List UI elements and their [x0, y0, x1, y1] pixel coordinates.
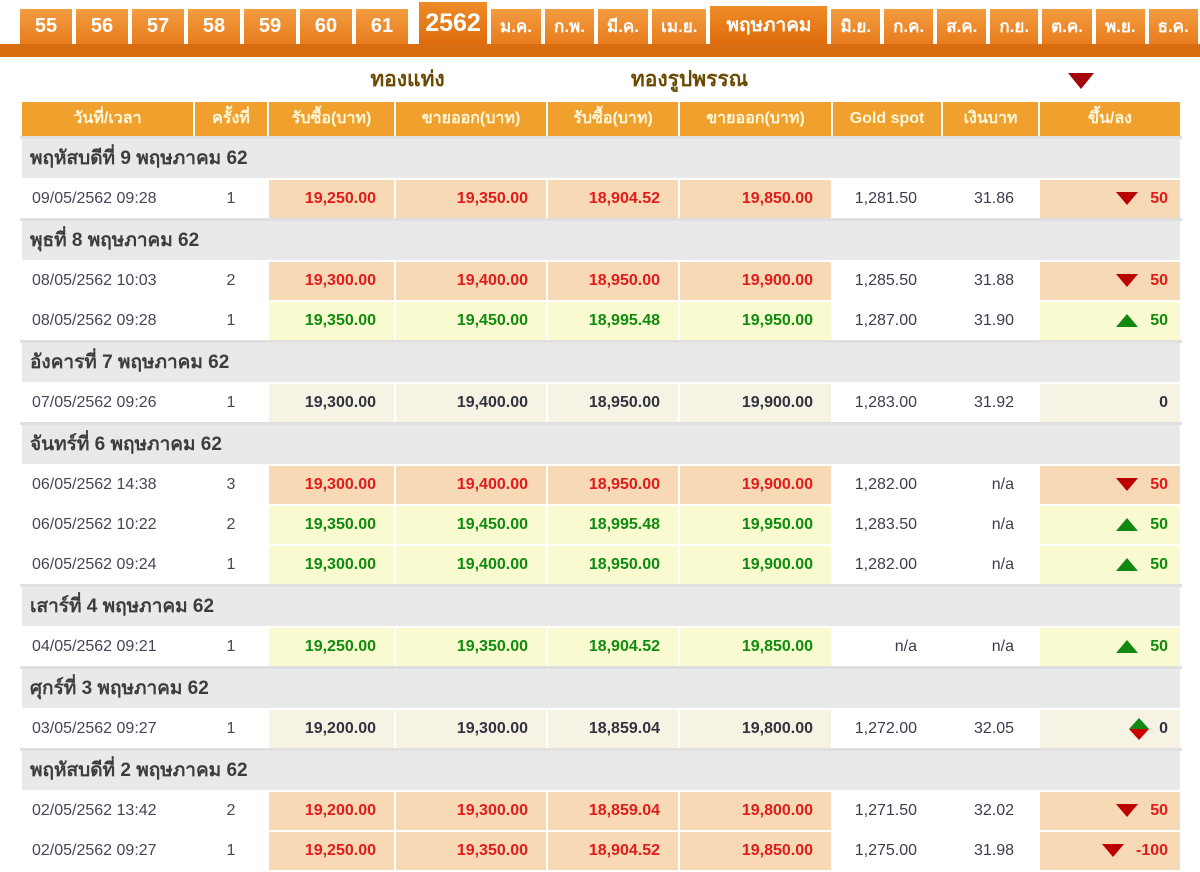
price-table-body	[21, 137, 1181, 871]
cell-orn-sell: 19,900.00	[679, 383, 832, 423]
section-row	[21, 749, 1181, 791]
cell-datetime: 03/05/2562 09:27	[21, 709, 194, 749]
cell-gold-spot: 1,283.00	[832, 383, 942, 423]
cell-datetime: 06/05/2562 09:24	[21, 545, 194, 585]
cell-bar-sell: 19,450.00	[395, 301, 547, 341]
arrow-down-icon	[1116, 478, 1138, 491]
group-header-spacer	[832, 58, 1039, 101]
change-value: 50	[1150, 272, 1169, 289]
cell-seq: 3	[194, 465, 268, 505]
tab-month-เม.ย.[interactable]: เม.ย.	[652, 9, 706, 44]
cell-baht: 31.92	[942, 383, 1039, 423]
cell-gold-spot: 1,285.50	[832, 261, 942, 301]
section-title: พุธที่ 8 พฤษภาคม 62	[21, 219, 1181, 261]
cell-datetime: 08/05/2562 09:28	[21, 301, 194, 341]
section-row	[21, 585, 1181, 627]
cell-seq: 2	[194, 261, 268, 301]
cell-bar-sell: 19,350.00	[395, 627, 547, 667]
table-row	[21, 627, 1181, 667]
cell-gold-spot: 1,282.00	[832, 465, 942, 505]
tab-year-57[interactable]: 57	[132, 9, 184, 44]
table-row	[21, 709, 1181, 749]
cell-bar-buy: 19,300.00	[268, 261, 395, 301]
cell-bar-sell: 19,350.00	[395, 831, 547, 871]
cell-seq: 1	[194, 545, 268, 585]
cell-baht: 31.86	[942, 179, 1039, 219]
change-value: 0	[1159, 393, 1169, 411]
cell-bar-buy: 19,350.00	[268, 505, 395, 545]
cell-orn-sell: 19,900.00	[679, 545, 832, 585]
change-value: 50	[1150, 476, 1169, 493]
cell-gold-spot: 1,283.50	[832, 505, 942, 545]
group-header-row	[21, 58, 1181, 101]
arrow-down-icon	[1068, 73, 1094, 89]
col-header-bar-buy: รับซื้อ(บาท)	[268, 101, 395, 137]
cell-baht: 32.05	[942, 709, 1039, 749]
price-table-wrap	[0, 57, 1200, 872]
cell-baht: 32.02	[942, 791, 1039, 831]
cell-orn-sell: 19,950.00	[679, 301, 832, 341]
cell-updown	[1039, 545, 1181, 585]
tab-month-ก.ย.[interactable]: ก.ย.	[990, 9, 1038, 44]
tab-month-มี.ค.[interactable]: มี.ค.	[598, 9, 648, 44]
cell-seq: 1	[194, 627, 268, 667]
cell-bar-buy: 19,350.00	[268, 301, 395, 341]
cell-bar-buy: 19,250.00	[268, 627, 395, 667]
cell-updown	[1039, 831, 1181, 871]
col-header-gold-spot: Gold spot	[832, 101, 942, 137]
tab-month-ส.ค.[interactable]: ส.ค.	[937, 9, 986, 44]
cell-bar-buy: 19,300.00	[268, 545, 395, 585]
cell-updown	[1039, 709, 1181, 749]
cell-bar-buy: 19,300.00	[268, 465, 395, 505]
cell-seq: 1	[194, 383, 268, 423]
section-title: พฤหัสบดีที่ 2 พฤษภาคม 62	[21, 749, 1181, 791]
cell-baht: 31.98	[942, 831, 1039, 871]
cell-orn-sell: 19,850.00	[679, 627, 832, 667]
table-row	[21, 383, 1181, 423]
cell-bar-sell: 19,350.00	[395, 179, 547, 219]
cell-datetime: 08/05/2562 10:03	[21, 261, 194, 301]
change-value: 50	[1150, 555, 1169, 573]
cell-bar-sell: 19,400.00	[395, 383, 547, 423]
section-title: เสาร์ที่ 4 พฤษภาคม 62	[21, 585, 1181, 627]
table-row	[21, 465, 1181, 505]
change-value: 0	[1159, 719, 1169, 737]
change-value: 50	[1150, 637, 1169, 655]
tab-year-58[interactable]: 58	[188, 9, 240, 44]
cell-baht: n/a	[942, 545, 1039, 585]
cell-datetime: 06/05/2562 14:38	[21, 465, 194, 505]
table-row	[21, 791, 1181, 831]
cell-updown	[1039, 261, 1181, 301]
cell-orn-buy: 18,904.52	[547, 831, 679, 871]
cell-datetime: 06/05/2562 10:22	[21, 505, 194, 545]
cell-bar-sell: 19,400.00	[395, 465, 547, 505]
cell-datetime: 02/05/2562 09:27	[21, 831, 194, 871]
cell-orn-sell: 19,850.00	[679, 831, 832, 871]
cell-baht: 31.88	[942, 261, 1039, 301]
cell-bar-buy: 19,200.00	[268, 709, 395, 749]
cell-gold-spot: 1,281.50	[832, 179, 942, 219]
change-badge-value: -100	[1109, 64, 1165, 94]
tab-year-59[interactable]: 59	[244, 9, 296, 44]
section-title: อังคารที่ 7 พฤษภาคม 62	[21, 341, 1181, 383]
cell-bar-buy: 19,300.00	[268, 383, 395, 423]
column-header-row	[21, 101, 1181, 137]
cell-orn-sell: 19,800.00	[679, 791, 832, 831]
cell-orn-sell: 19,900.00	[679, 261, 832, 301]
table-row	[21, 545, 1181, 585]
group-header-gold-ornament: ทองรูปพรรณ	[547, 58, 832, 101]
cell-seq: 2	[194, 505, 268, 545]
tab-year-55[interactable]: 55	[20, 9, 72, 44]
cell-orn-sell: 19,850.00	[679, 179, 832, 219]
cell-seq: 2	[194, 791, 268, 831]
arrow-down-icon	[1116, 804, 1138, 817]
table-row	[21, 179, 1181, 219]
section-row	[21, 137, 1181, 179]
section-row	[21, 423, 1181, 465]
tab-month-มิ.ย.[interactable]: มิ.ย.	[831, 9, 880, 44]
cell-orn-sell: 19,800.00	[679, 709, 832, 749]
group-header-gold-bar: ทองแท่ง	[268, 58, 547, 101]
cell-datetime: 07/05/2562 09:26	[21, 383, 194, 423]
col-header-orn-sell: ขายออก(บาท)	[679, 101, 832, 137]
cell-baht: n/a	[942, 465, 1039, 505]
cell-bar-sell: 19,400.00	[395, 261, 547, 301]
cell-baht: 31.90	[942, 301, 1039, 341]
change-value: 50	[1150, 311, 1169, 329]
arrow-up-icon	[1116, 640, 1138, 653]
tab-year-60[interactable]: 60	[300, 9, 352, 44]
cell-orn-buy: 18,950.00	[547, 261, 679, 301]
cell-orn-buy: 18,904.52	[547, 179, 679, 219]
section-title: ศุกร์ที่ 3 พฤษภาคม 62	[21, 667, 1181, 709]
cell-updown	[1039, 465, 1181, 505]
cell-updown	[1039, 627, 1181, 667]
section-row	[21, 341, 1181, 383]
cell-seq: 1	[194, 179, 268, 219]
cell-orn-sell: 19,950.00	[679, 505, 832, 545]
cell-updown	[1039, 301, 1181, 341]
arrow-down-icon	[1116, 192, 1138, 205]
cell-datetime: 09/05/2562 09:28	[21, 179, 194, 219]
table-row	[21, 505, 1181, 545]
cell-datetime: 02/05/2562 13:42	[21, 791, 194, 831]
tab-month-พฤษภาคม[interactable]: พฤษภาคม	[710, 6, 827, 44]
tab-month-ธ.ค.[interactable]: ธ.ค.	[1149, 9, 1198, 44]
cell-orn-buy: 18,950.00	[547, 465, 679, 505]
section-row	[21, 219, 1181, 261]
cell-orn-buy: 18,859.04	[547, 709, 679, 749]
cell-seq: 1	[194, 831, 268, 871]
cell-bar-sell: 19,300.00	[395, 709, 547, 749]
arrow-up-icon	[1116, 314, 1138, 327]
cell-seq: 1	[194, 301, 268, 341]
cell-updown	[1039, 179, 1181, 219]
tab-year-2562[interactable]: 2562	[419, 2, 487, 44]
cell-bar-sell: 19,400.00	[395, 545, 547, 585]
col-header-updown: ขึ้น/ลง	[1039, 101, 1181, 137]
change-badge	[1039, 58, 1181, 101]
table-row	[21, 261, 1181, 301]
change-value: 50	[1150, 802, 1169, 819]
cell-gold-spot: n/a	[832, 627, 942, 667]
tab-month-ต.ค.[interactable]: ต.ค.	[1042, 9, 1092, 44]
cell-gold-spot: 1,287.00	[832, 301, 942, 341]
col-header-datetime: วันที่/เวลา	[21, 101, 194, 137]
tab-year-61[interactable]: 61	[356, 9, 408, 44]
col-header-seq: ครั้งที่	[194, 101, 268, 137]
cell-bar-sell: 19,450.00	[395, 505, 547, 545]
tab-month-พ.ย.[interactable]: พ.ย.	[1096, 9, 1145, 44]
cell-updown	[1039, 791, 1181, 831]
cell-orn-buy: 18,995.48	[547, 505, 679, 545]
table-row	[21, 301, 1181, 341]
cell-orn-sell: 19,900.00	[679, 465, 832, 505]
cell-seq: 1	[194, 709, 268, 749]
change-value: 50	[1150, 516, 1169, 533]
cell-baht: n/a	[942, 627, 1039, 667]
col-header-baht: เงินบาท	[942, 101, 1039, 137]
cell-bar-buy: 19,200.00	[268, 791, 395, 831]
cell-orn-buy: 18,859.04	[547, 791, 679, 831]
tab-month-ก.ค.[interactable]: ก.ค.	[884, 9, 933, 44]
tab-year-56[interactable]: 56	[76, 9, 128, 44]
cell-orn-buy: 18,904.52	[547, 627, 679, 667]
arrow-up-icon	[1116, 558, 1138, 571]
cell-updown	[1039, 505, 1181, 545]
arrow-down-icon	[1102, 844, 1124, 857]
cell-gold-spot: 1,271.50	[832, 791, 942, 831]
arrow-up-icon	[1116, 518, 1138, 531]
section-row	[21, 667, 1181, 709]
diamond-up-down-icon	[1129, 718, 1149, 740]
arrow-down-icon	[1116, 274, 1138, 287]
col-header-bar-sell: ขายออก(บาท)	[395, 101, 547, 137]
cell-orn-buy: 18,950.00	[547, 545, 679, 585]
section-title: พฤหัสบดีที่ 9 พฤษภาคม 62	[21, 137, 1181, 179]
orange-strip	[0, 44, 1200, 57]
cell-bar-buy: 19,250.00	[268, 831, 395, 871]
tab-month-ก.พ.[interactable]: ก.พ.	[545, 9, 594, 44]
table-row	[21, 831, 1181, 871]
cell-orn-buy: 18,995.48	[547, 301, 679, 341]
cell-datetime: 04/05/2562 09:21	[21, 627, 194, 667]
cell-gold-spot: 1,282.00	[832, 545, 942, 585]
cell-updown	[1039, 383, 1181, 423]
tab-bar	[0, 0, 1200, 44]
cell-bar-sell: 19,300.00	[395, 791, 547, 831]
cell-orn-buy: 18,950.00	[547, 383, 679, 423]
change-value: 50	[1150, 189, 1169, 207]
section-title: จันทร์ที่ 6 พฤษภาคม 62	[21, 423, 1181, 465]
change-value: -100	[1135, 842, 1169, 859]
cell-bar-buy: 19,250.00	[268, 179, 395, 219]
tab-month-ม.ค.[interactable]: ม.ค.	[491, 9, 541, 44]
cell-baht: n/a	[942, 505, 1039, 545]
cell-gold-spot: 1,275.00	[832, 831, 942, 871]
gold-price-table	[20, 57, 1182, 872]
col-header-orn-buy: รับซื้อ(บาท)	[547, 101, 679, 137]
cell-gold-spot: 1,272.00	[832, 709, 942, 749]
group-header-spacer	[21, 58, 268, 101]
